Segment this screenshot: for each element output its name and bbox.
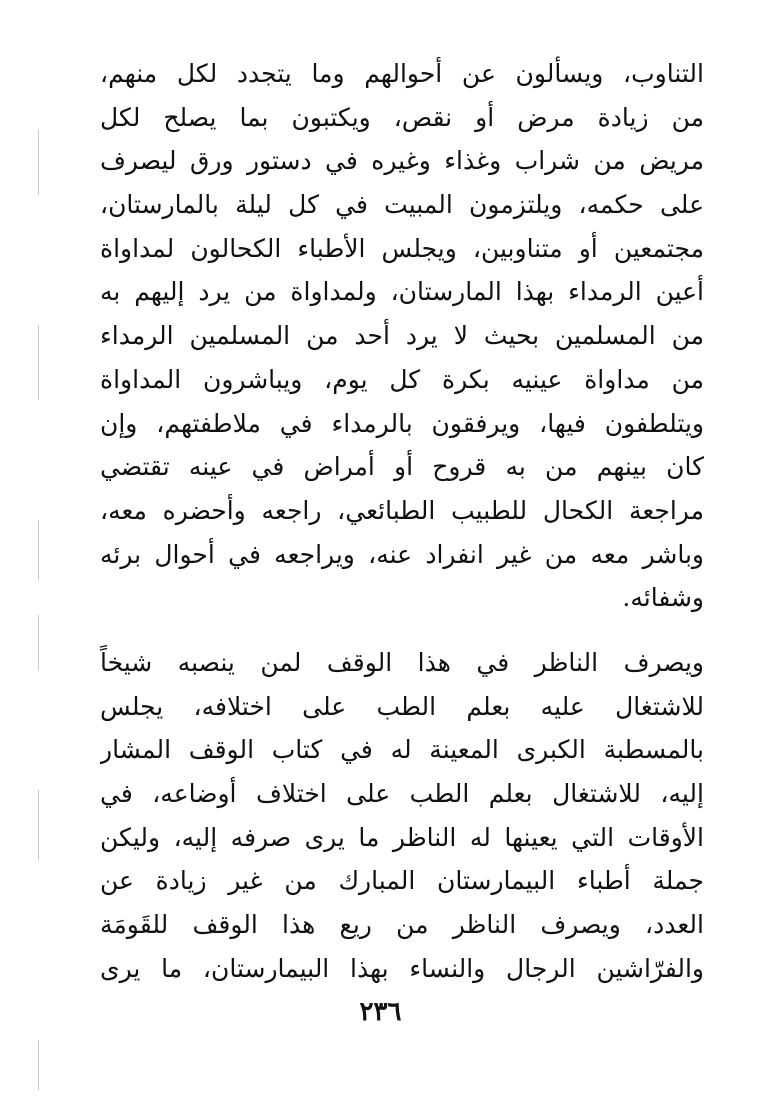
- margin-mark: [38, 520, 39, 580]
- text-line: الأوقات التي يعينها له الناظر ما يرى صرفه إليه، وليكن: [100, 822, 704, 852]
- text-line: مراجعة الكحال للطبيب الطبائعي، راجعه وأحضره معه،: [100, 495, 704, 525]
- text-line: بالمسطبة الكبرى المعينة له في كتاب الوقف المشار: [100, 735, 704, 765]
- text-line: للاشتغال عليه بعلم الطب على اختلافه، يجلس: [100, 691, 704, 721]
- text-line: مجتمعين أو متناوبين، ويجلس الأطباء الكحالون لمداواة: [100, 233, 704, 263]
- text-line: من المسلمين بحيث لا يرد أحد من المسلمين الرمداء: [100, 321, 704, 351]
- text-line: كان بينهم من به قروح أو أمراض في عينه تقتضي: [100, 452, 704, 482]
- margin-mark: [38, 130, 39, 195]
- text-line: ويتلطفون فيها، ويرفقون بالرمداء في ملاطفتهم، وإن: [100, 408, 704, 438]
- paragraph-1: [100, 52, 704, 620]
- text-line: جملة أطباء البيمارستان المبارك من غير زيادة عن: [100, 866, 704, 896]
- text-line: من مداواة عينيه بكرة كل يوم، ويباشرون المداواة: [100, 364, 704, 394]
- text-line: من زيادة مرض أو نقص، ويكتبون بما يصلح لكل: [100, 102, 704, 132]
- page-number: ٢٣٦: [359, 997, 402, 1027]
- margin-mark: [38, 790, 39, 860]
- margin-mark: [38, 1040, 39, 1090]
- text-line: إليه، للاشتغال بعلم الطب على اختلاف أوضاعه، في: [100, 779, 704, 809]
- text-line: وباشر معه من غير انفراد عنه، ويراجعه في أحوال برئه: [100, 539, 704, 569]
- text-line: وشفائه.: [622, 583, 704, 613]
- text-line: مريض من شراب وغذاء وغيره في دستور ورق ليصرف: [100, 146, 704, 176]
- paragraph-2: [100, 641, 704, 991]
- text-line: ويصرف الناظر في هذا الوقف لمن ينصبه شيخاً: [100, 648, 704, 677]
- text-line: على حكمه، ويلتزمون المبيت في كل ليلة بالمارستان،: [100, 190, 704, 220]
- text-line: أعين الرمداء بهذا المارستان، ولمداواة من يرد إليهم به: [100, 277, 704, 307]
- text-line: العدد، ويصرف الناظر من ريع هذا الوقف للقَومَة: [100, 910, 704, 940]
- text-line: التناوب، ويسألون عن أحوالهم وما يتجدد لكل منهم،: [100, 59, 704, 88]
- margin-mark: [38, 325, 39, 400]
- margin-mark: [38, 615, 39, 670]
- text-line: والفرّاشين الرجال والنساء بهذا البيمارستان، ما يرى: [100, 953, 704, 983]
